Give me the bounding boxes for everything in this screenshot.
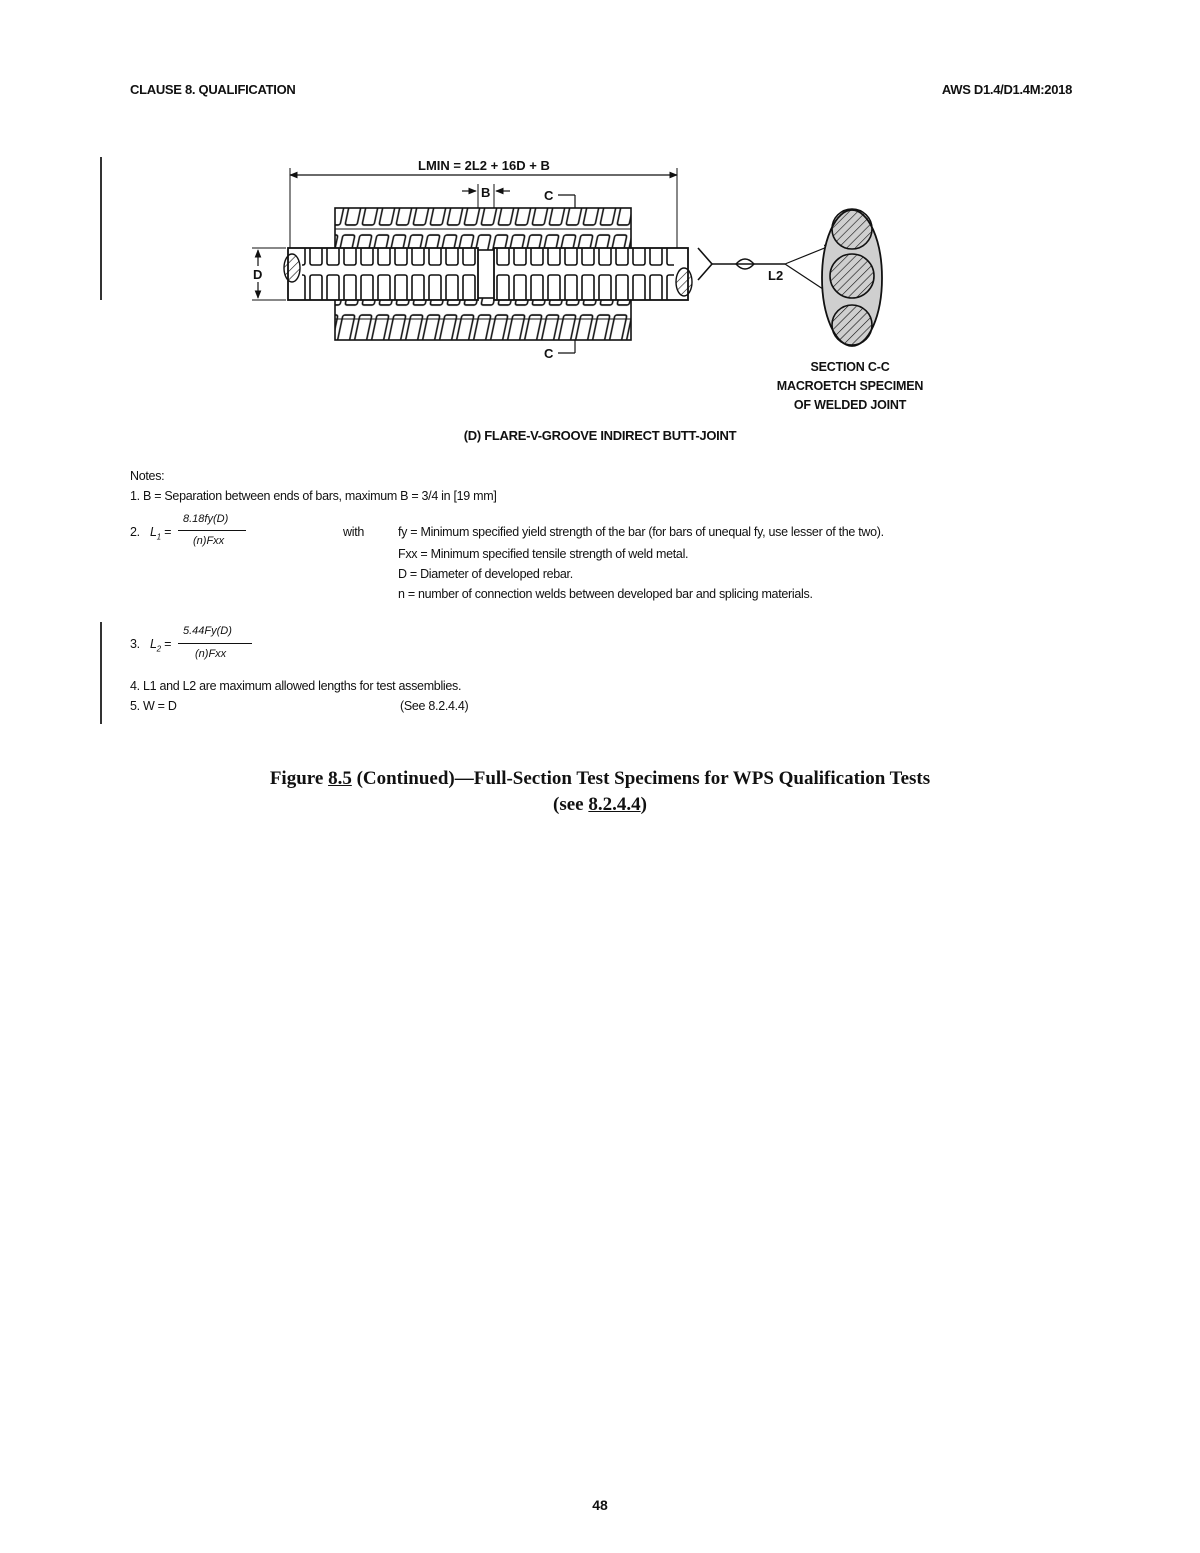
note-1: 1. B = Separation between ends of bars, maximum B = 3/4 in [19 mm] bbox=[130, 489, 497, 503]
macroetch-section-view bbox=[822, 209, 882, 346]
running-header-clause: CLAUSE 8. QUALIFICATION bbox=[130, 82, 296, 97]
figure-part-caption: (D) FLARE-V-GROOVE INDIRECT BUTT-JOINT bbox=[463, 428, 737, 443]
note-4: 4. L1 and L2 are maximum allowed lengths for test assemblies. bbox=[130, 679, 462, 693]
definition-fxx: Fxx = Minimum specified tensile strength of weld metal. bbox=[398, 547, 689, 561]
running-header-standard: AWS D1.4/D1.4M:2018 bbox=[941, 82, 1072, 97]
weld-length-l2-label: L2 bbox=[768, 268, 784, 283]
page-number: 48 bbox=[592, 1497, 608, 1513]
figure-title-line-2 bbox=[0, 792, 1200, 818]
overall-length-label: LMIN = 2L2 + 16D + B bbox=[418, 158, 550, 173]
developed-bar-right bbox=[494, 248, 692, 300]
gap-b-label: B bbox=[481, 185, 491, 200]
note-3-numerator: 5.44Fy(D) bbox=[183, 625, 232, 637]
figure-title-text: (Continued)—Full-Section Test Specimens for WPS Qualification Tests bbox=[351, 768, 931, 789]
section-label-line: SECTION C-C bbox=[810, 360, 890, 374]
note-3-lhs: $L_2$ = bbox=[150, 637, 171, 654]
change-bar-notes bbox=[100, 622, 102, 724]
figure-title bbox=[0, 766, 1200, 818]
section-c-top-label: C bbox=[544, 188, 554, 203]
figure-number-link[interactable]: 8.5 bbox=[328, 768, 352, 789]
figure-see-suffix: ) bbox=[640, 794, 647, 815]
definition-d: D = Diameter of developed rebar. bbox=[398, 567, 573, 581]
note-5-reference: (See 8.2.4.4) bbox=[400, 699, 469, 713]
note-2-denominator: (n)Fxx bbox=[193, 535, 225, 547]
note-3-number: 3. bbox=[130, 637, 140, 651]
section-c-bottom-label: C bbox=[544, 346, 554, 361]
diameter-d-label: D bbox=[253, 267, 263, 282]
top-splice-bar bbox=[335, 208, 631, 250]
note-2-numerator: 8.18fy(D) bbox=[183, 513, 229, 525]
note-5: 5. W = D bbox=[130, 699, 177, 713]
note-3-fraction-bar bbox=[178, 643, 252, 644]
section-label-line: OF WELDED JOINT bbox=[793, 398, 907, 412]
figure-title-prefix: Figure bbox=[269, 768, 329, 789]
definition-n: n = number of connection welds between developed bar and splicing materials. bbox=[398, 587, 813, 601]
figure-see-prefix: (see bbox=[553, 794, 589, 815]
change-bar-figure bbox=[100, 157, 102, 300]
section-label bbox=[735, 358, 965, 415]
weld-symbol bbox=[698, 245, 832, 295]
note-2-lhs: $L_1$ = bbox=[150, 525, 171, 542]
bottom-splice-bar bbox=[335, 298, 631, 340]
with-label: with bbox=[343, 525, 365, 539]
clause-reference-link[interactable]: 8.2.4.4 bbox=[588, 794, 641, 815]
note-2-number: 2. bbox=[130, 525, 140, 539]
developed-bar-left bbox=[284, 248, 478, 300]
note-3-denominator: (n)Fxx bbox=[195, 648, 227, 660]
notes-heading: Notes: bbox=[130, 469, 165, 483]
figure-title-line-1 bbox=[0, 766, 1200, 792]
note-2-fraction-bar bbox=[178, 530, 246, 531]
definition-fy: fy = Minimum specified yield strength of the bar (for bars of unequal fy, use lesser of the two). bbox=[398, 525, 884, 539]
section-label-line: MACROETCH SPECIMEN bbox=[776, 379, 924, 393]
